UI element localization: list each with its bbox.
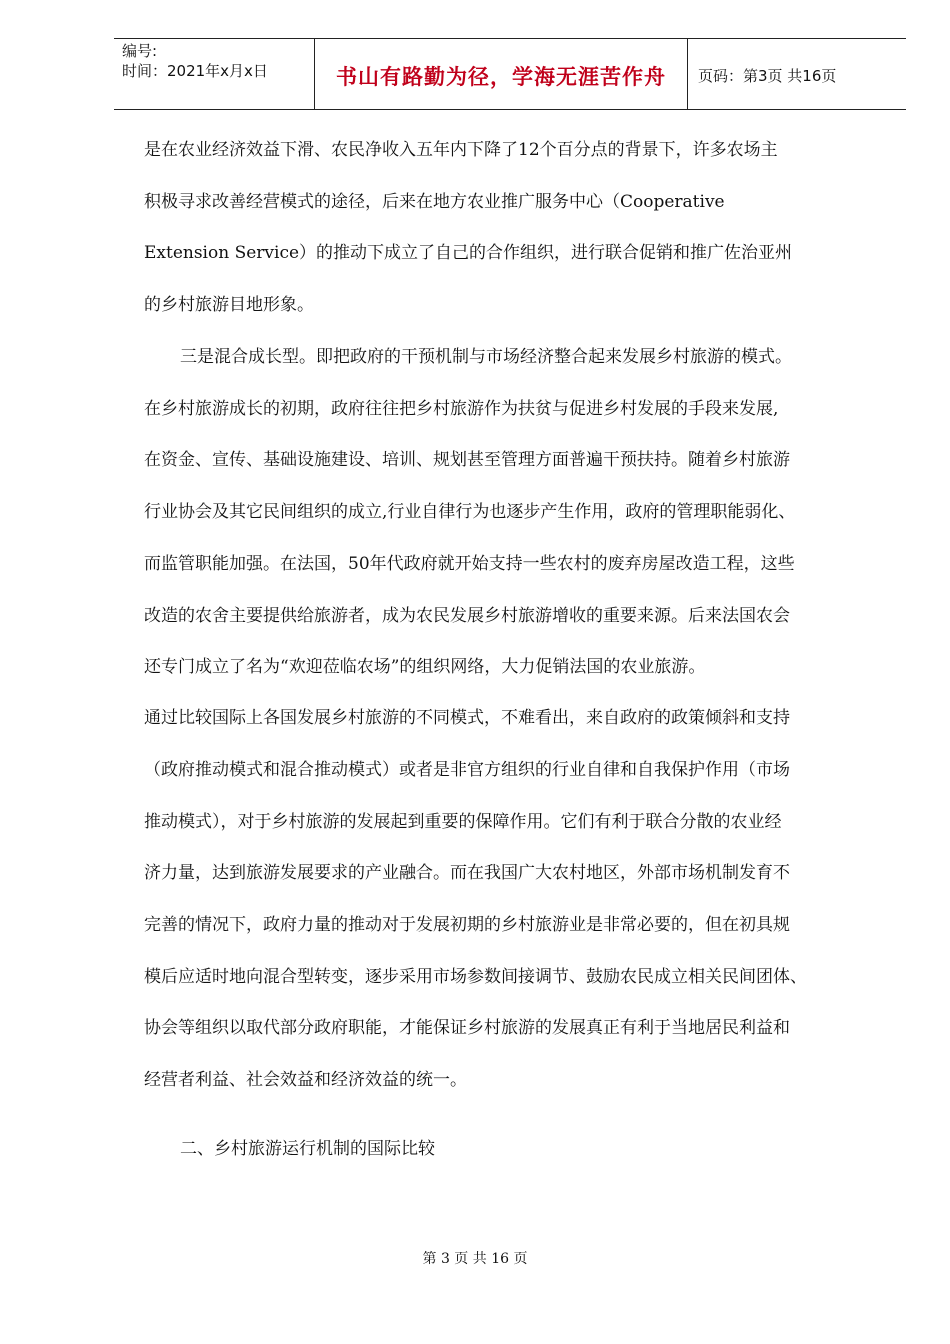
body-line: 在资金、宣传、基础设施建设、培训、规划甚至管理方面普遍干预扶持。随着乡村旅游 <box>144 450 790 470</box>
body-line: 还专门成立了名为“欢迎莅临农场”的组织网络，大力促销法国的农业旅游。 <box>144 657 706 677</box>
body-line: 济力量，达到旅游发展要求的产业融合。而在我国广大农村地区，外部市场机制发育不 <box>144 863 790 883</box>
body-line: Extension Service）的推动下成立了自己的合作组织，进行联合促销和推广佐治亚州 <box>144 243 793 263</box>
header-motto: 书山有路勤为径，学海无涯苦作舟 <box>336 65 666 89</box>
body-line: 而监管职能加强。在法国，50年代政府就开始支持一些农村的废弃房屋改造工程，这些 <box>144 554 795 574</box>
body-line: 经营者利益、社会效益和经济效益的统一。 <box>144 1070 467 1090</box>
page-header <box>114 38 906 110</box>
body-line: 是在农业经济效益下滑、农民净收入五年内下降了12个百分点的背景下，许多农场主 <box>144 140 778 160</box>
section-heading: 二、乡村旅游运行机制的国际比较 <box>180 1139 435 1159</box>
paragraph-start-line: 三是混合成长型。即把政府的干预机制与市场经济整合起来发展乡村旅游的模式。 <box>180 347 792 367</box>
page-footer: 第 3 页 共 16 页 <box>422 1251 528 1267</box>
body-line: 行业协会及其它民间组织的成立,行业自律行为也逐步产生作用，政府的管理职能弱化、 <box>144 502 796 522</box>
header-page-number: 页码：第3页 共16页 <box>698 67 837 85</box>
document-date-label: 时间：2021年x月x日 <box>122 62 268 80</box>
header-meta-cell <box>114 39 315 109</box>
body-line: 积极寻求改善经营模式的途径，后来在地方农业推广服务中心（Cooperative <box>144 192 725 212</box>
body-line: 的乡村旅游目地形象。 <box>144 295 314 315</box>
header-page-cell <box>688 39 906 109</box>
body-line: 协会等组织以取代部分政府职能，才能保证乡村旅游的发展真正有利于当地居民利益和 <box>144 1018 790 1038</box>
body-line: 完善的情况下，政府力量的推动对于发展初期的乡村旅游业是非常必要的，但在初具规 <box>144 915 790 935</box>
header-motto-cell <box>315 39 688 109</box>
body-line: 改造的农舍主要提供给旅游者，成为农民发展乡村旅游增收的重要来源。后来法国农会 <box>144 606 790 626</box>
body-line: （政府推动模式和混合推动模式）或者是非官方组织的行业自律和自我保护作用（市场 <box>144 760 790 780</box>
body-line: 推动模式），对于乡村旅游的发展起到重要的保障作用。它们有利于联合分散的农业经 <box>144 812 782 832</box>
body-line: 模后应适时地向混合型转变，逐步采用市场参数间接调节、鼓励农民成立相关民间团体、 <box>144 967 807 987</box>
body-line: 在乡村旅游成长的初期，政府往往把乡村旅游作为扶贫与促进乡村发展的手段来发展, <box>144 399 779 419</box>
document-number-label: 编号: <box>122 42 158 60</box>
paragraph-start-line: 通过比较国际上各国发展乡村旅游的不同模式，不难看出，来自政府的政策倾斜和支持 <box>144 708 790 728</box>
